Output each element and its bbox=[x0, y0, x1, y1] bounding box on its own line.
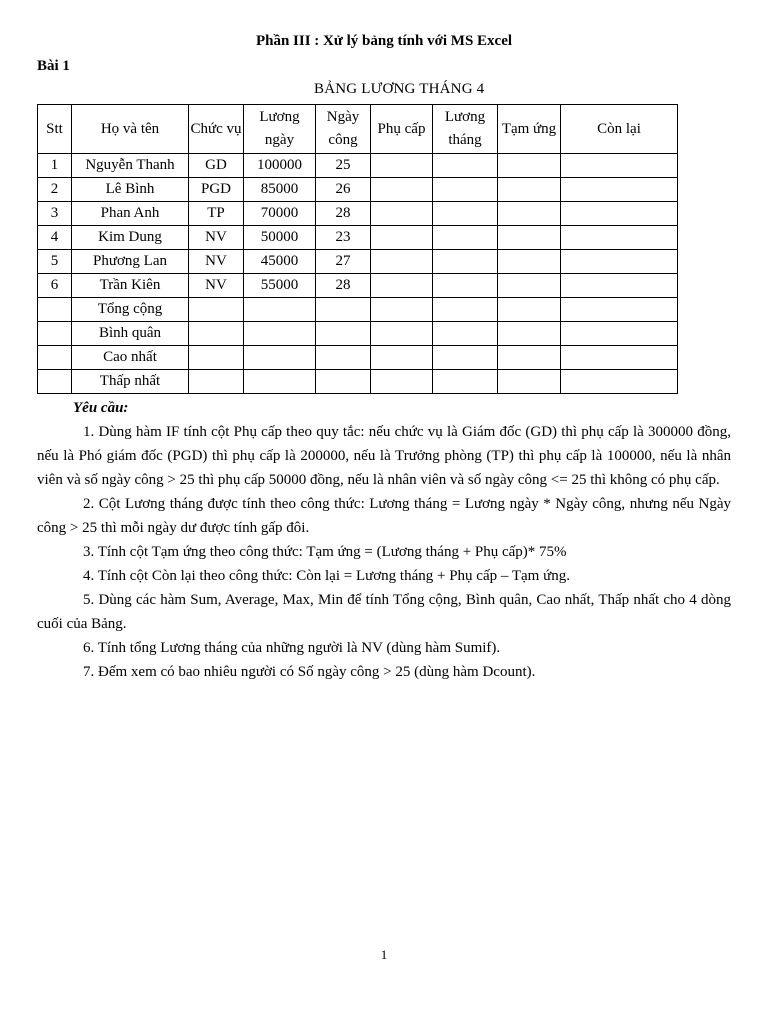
table-row bbox=[38, 154, 678, 178]
table-body bbox=[38, 154, 678, 394]
table-cell bbox=[498, 202, 561, 226]
table-cell: 50000 bbox=[244, 226, 316, 250]
table-row bbox=[38, 178, 678, 202]
table-cell bbox=[498, 346, 561, 370]
table-cell: 28 bbox=[316, 274, 371, 298]
requirements bbox=[37, 396, 731, 684]
table-cell bbox=[189, 322, 244, 346]
requirement-item: 7. Đếm xem có bao nhiêu người có Số ngày công > 25 (dùng hàm Dcount). bbox=[83, 664, 536, 680]
table-cell bbox=[371, 226, 433, 250]
header-cell: Lương tháng bbox=[433, 105, 498, 154]
table-cell: 5 bbox=[38, 250, 72, 274]
table-cell: Kim Dung bbox=[72, 226, 189, 250]
table-cell: 85000 bbox=[244, 178, 316, 202]
table-cell bbox=[433, 202, 498, 226]
table-cell bbox=[433, 370, 498, 394]
requirement-item: 4. Tính cột Còn lại theo công thức: Còn lại = Lương tháng + Phụ cấp – Tạm ứng. bbox=[83, 568, 570, 584]
page-number: 1 bbox=[380, 947, 388, 962]
table-cell bbox=[561, 298, 678, 322]
salary-table bbox=[37, 104, 678, 394]
table-cell bbox=[561, 370, 678, 394]
table-cell bbox=[498, 226, 561, 250]
table-row bbox=[38, 370, 678, 394]
requirements-heading: Yêu cầu: bbox=[73, 400, 129, 416]
table-cell bbox=[189, 346, 244, 370]
table-cell bbox=[433, 154, 498, 178]
table-row bbox=[38, 202, 678, 226]
table-cell bbox=[316, 322, 371, 346]
table-row bbox=[38, 322, 678, 346]
table-cell bbox=[433, 274, 498, 298]
table-cell bbox=[498, 298, 561, 322]
table-cell bbox=[433, 178, 498, 202]
table-cell bbox=[371, 346, 433, 370]
table-cell bbox=[498, 322, 561, 346]
table-cell: 25 bbox=[316, 154, 371, 178]
table-cell: NV bbox=[189, 250, 244, 274]
table-cell: Bình quân bbox=[72, 322, 189, 346]
section-label: Bài 1 bbox=[37, 58, 70, 74]
table-cell bbox=[561, 226, 678, 250]
table-cell: Trần Kiên bbox=[72, 274, 189, 298]
table-cell: Cao nhất bbox=[72, 346, 189, 370]
header-cell: Lương ngày bbox=[244, 105, 316, 154]
table-cell bbox=[316, 346, 371, 370]
table-cell bbox=[561, 250, 678, 274]
table-cell bbox=[561, 178, 678, 202]
table-cell: Thấp nhất bbox=[72, 370, 189, 394]
table-cell bbox=[316, 370, 371, 394]
table-cell bbox=[316, 298, 371, 322]
header-cell: Tạm ứng bbox=[498, 105, 561, 154]
table-cell bbox=[498, 154, 561, 178]
table-cell bbox=[38, 322, 72, 346]
table-cell bbox=[561, 202, 678, 226]
table-cell: Nguyễn Thanh bbox=[72, 154, 189, 178]
header-cell: Stt bbox=[38, 105, 72, 154]
table-row bbox=[38, 346, 678, 370]
table-cell: Phương Lan bbox=[72, 250, 189, 274]
table-cell: PGD bbox=[189, 178, 244, 202]
header-cell: Họ và tên bbox=[72, 105, 189, 154]
table-cell bbox=[38, 346, 72, 370]
table-cell bbox=[371, 274, 433, 298]
table-cell bbox=[561, 154, 678, 178]
table-cell: 100000 bbox=[244, 154, 316, 178]
table-cell bbox=[371, 322, 433, 346]
table-cell bbox=[244, 370, 316, 394]
table-cell bbox=[561, 322, 678, 346]
page-title: Phần III : Xử lý bảng tính với MS Excel bbox=[255, 33, 513, 49]
table-cell bbox=[371, 178, 433, 202]
header-cell: Ngày công bbox=[316, 105, 371, 154]
table-cell bbox=[38, 298, 72, 322]
table-cell bbox=[371, 298, 433, 322]
table-cell: NV bbox=[189, 226, 244, 250]
table-cell: 28 bbox=[316, 202, 371, 226]
table-cell bbox=[189, 298, 244, 322]
table-cell: 4 bbox=[38, 226, 72, 250]
table-cell bbox=[244, 346, 316, 370]
table-cell bbox=[498, 250, 561, 274]
table-cell: 55000 bbox=[244, 274, 316, 298]
table-row bbox=[38, 250, 678, 274]
table-cell bbox=[38, 370, 72, 394]
table-cell: 3 bbox=[38, 202, 72, 226]
requirement-item: 1. Dùng hàm IF tính cột Phụ cấp theo quy tắc: nếu chức vụ là Giám đốc (GD) thì phụ cấp là 300000 đồng, nếu là Phó giám đốc (PGD) thì phụ cấp là 200000, nếu là Trưởng phòng (TP) thì phụ cấp là 100000, nếu là nhân viên và số ngày công > 25 thì phụ cấp 50000 đồng, nếu là nhân viên và số ngày công <= 25 thì không có phụ cấp. bbox=[37, 424, 731, 488]
table-cell bbox=[433, 250, 498, 274]
table-cell: 26 bbox=[316, 178, 371, 202]
table-cell: NV bbox=[189, 274, 244, 298]
header-cell: Phụ cấp bbox=[371, 105, 433, 154]
table-cell bbox=[371, 154, 433, 178]
table-cell: 23 bbox=[316, 226, 371, 250]
table-cell: 1 bbox=[38, 154, 72, 178]
table-cell bbox=[433, 322, 498, 346]
table-cell: GD bbox=[189, 154, 244, 178]
table-cell: 70000 bbox=[244, 202, 316, 226]
table-cell bbox=[189, 370, 244, 394]
table-cell bbox=[498, 178, 561, 202]
table-cell: Lê Bình bbox=[72, 178, 189, 202]
table-cell: TP bbox=[189, 202, 244, 226]
table-row bbox=[38, 274, 678, 298]
table-cell bbox=[244, 322, 316, 346]
header-cell: Còn lại bbox=[561, 105, 678, 154]
table-cell: Tổng cộng bbox=[72, 298, 189, 322]
requirement-item: 5. Dùng các hàm Sum, Average, Max, Min để tính Tổng cộng, Bình quân, Cao nhất, Thấp nhất cho 4 dòng cuối của Bảng. bbox=[37, 592, 731, 632]
requirement-item: 6. Tính tổng Lương tháng của những người là NV (dùng hàm Sumif). bbox=[83, 640, 501, 656]
table-cell bbox=[433, 298, 498, 322]
requirement-item: 2. Cột Lương tháng được tính theo công thức: Lương tháng = Lương ngày * Ngày công, nhưng nếu Ngày công > 25 thì mỗi ngày dư được tính gấp đôi. bbox=[37, 496, 731, 536]
header-cell: Chức vụ bbox=[189, 105, 244, 154]
table-cell: 45000 bbox=[244, 250, 316, 274]
table-cell bbox=[244, 298, 316, 322]
table-cell bbox=[561, 346, 678, 370]
table-cell bbox=[498, 274, 561, 298]
table-cell: Phan Anh bbox=[72, 202, 189, 226]
table-cell bbox=[433, 346, 498, 370]
table-cell bbox=[561, 274, 678, 298]
table-cell: 2 bbox=[38, 178, 72, 202]
table-cell: 6 bbox=[38, 274, 72, 298]
table-cell: 27 bbox=[316, 250, 371, 274]
table-row bbox=[38, 298, 678, 322]
table-header-row bbox=[38, 105, 678, 154]
requirement-item: 3. Tính cột Tạm ứng theo công thức: Tạm ứng = (Lương tháng + Phụ cấp)* 75% bbox=[83, 544, 567, 560]
table-cell bbox=[371, 202, 433, 226]
table-title: BẢNG LƯƠNG THÁNG 4 bbox=[314, 81, 485, 97]
table-cell bbox=[433, 226, 498, 250]
table-cell bbox=[371, 250, 433, 274]
table-cell bbox=[371, 370, 433, 394]
table-row bbox=[38, 226, 678, 250]
table-cell bbox=[498, 370, 561, 394]
